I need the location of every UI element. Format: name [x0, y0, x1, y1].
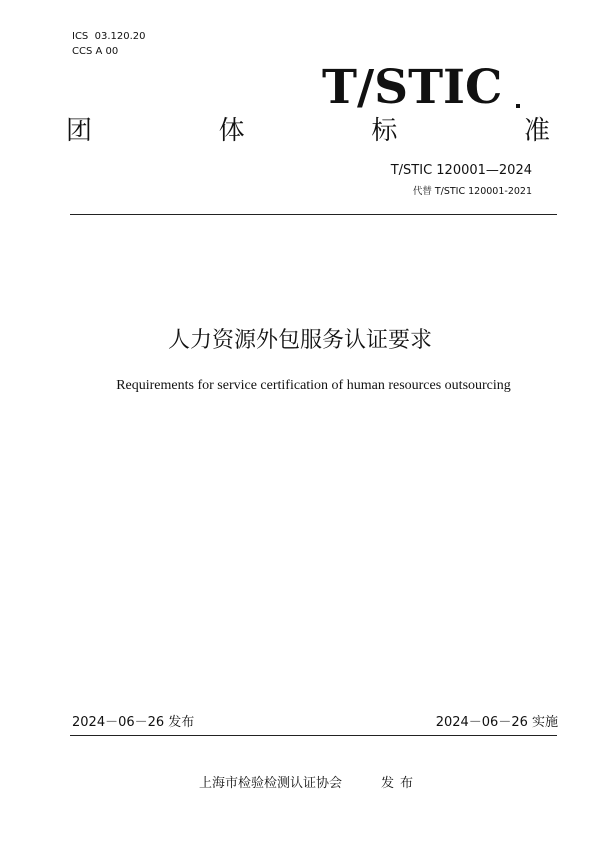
standard-type-char-1: 团 [66, 116, 93, 146]
effective-date: 2024－06－26 实施 [435, 715, 558, 730]
ccs-code: A 00 [95, 46, 119, 57]
document-title-cn: 人力资源外包服务认证要求 [167, 328, 432, 353]
standard-type-char-2: 体 [218, 116, 245, 146]
issue-label: 发布 [381, 776, 420, 791]
brand-dot [516, 104, 520, 108]
standard-type-char-3: 标 [371, 116, 398, 146]
standard-type-char-4: 准 [523, 116, 550, 146]
ccs-label: CCS [72, 46, 93, 57]
issuing-organization: 上海市检验检测认证协会 [199, 776, 343, 791]
document-title-en: Requirements for service certification of human resources outsourcing [116, 378, 511, 393]
ics-label: ICS [72, 31, 89, 42]
ics-line [72, 31, 146, 43]
footer-divider [70, 735, 557, 736]
publish-date: 2024－06－26 发布 [72, 715, 195, 730]
standard-number: T/STIC 120001—2024 [390, 163, 532, 178]
standard-type-heading [66, 114, 550, 148]
ccs-line [72, 46, 118, 58]
standard-brand-logo: T/STIC [322, 60, 503, 115]
replaces-standard: 代替 T/STIC 120001-2021 [412, 186, 532, 197]
header-divider [70, 214, 557, 215]
ics-code: 03.120.20 [94, 31, 146, 42]
